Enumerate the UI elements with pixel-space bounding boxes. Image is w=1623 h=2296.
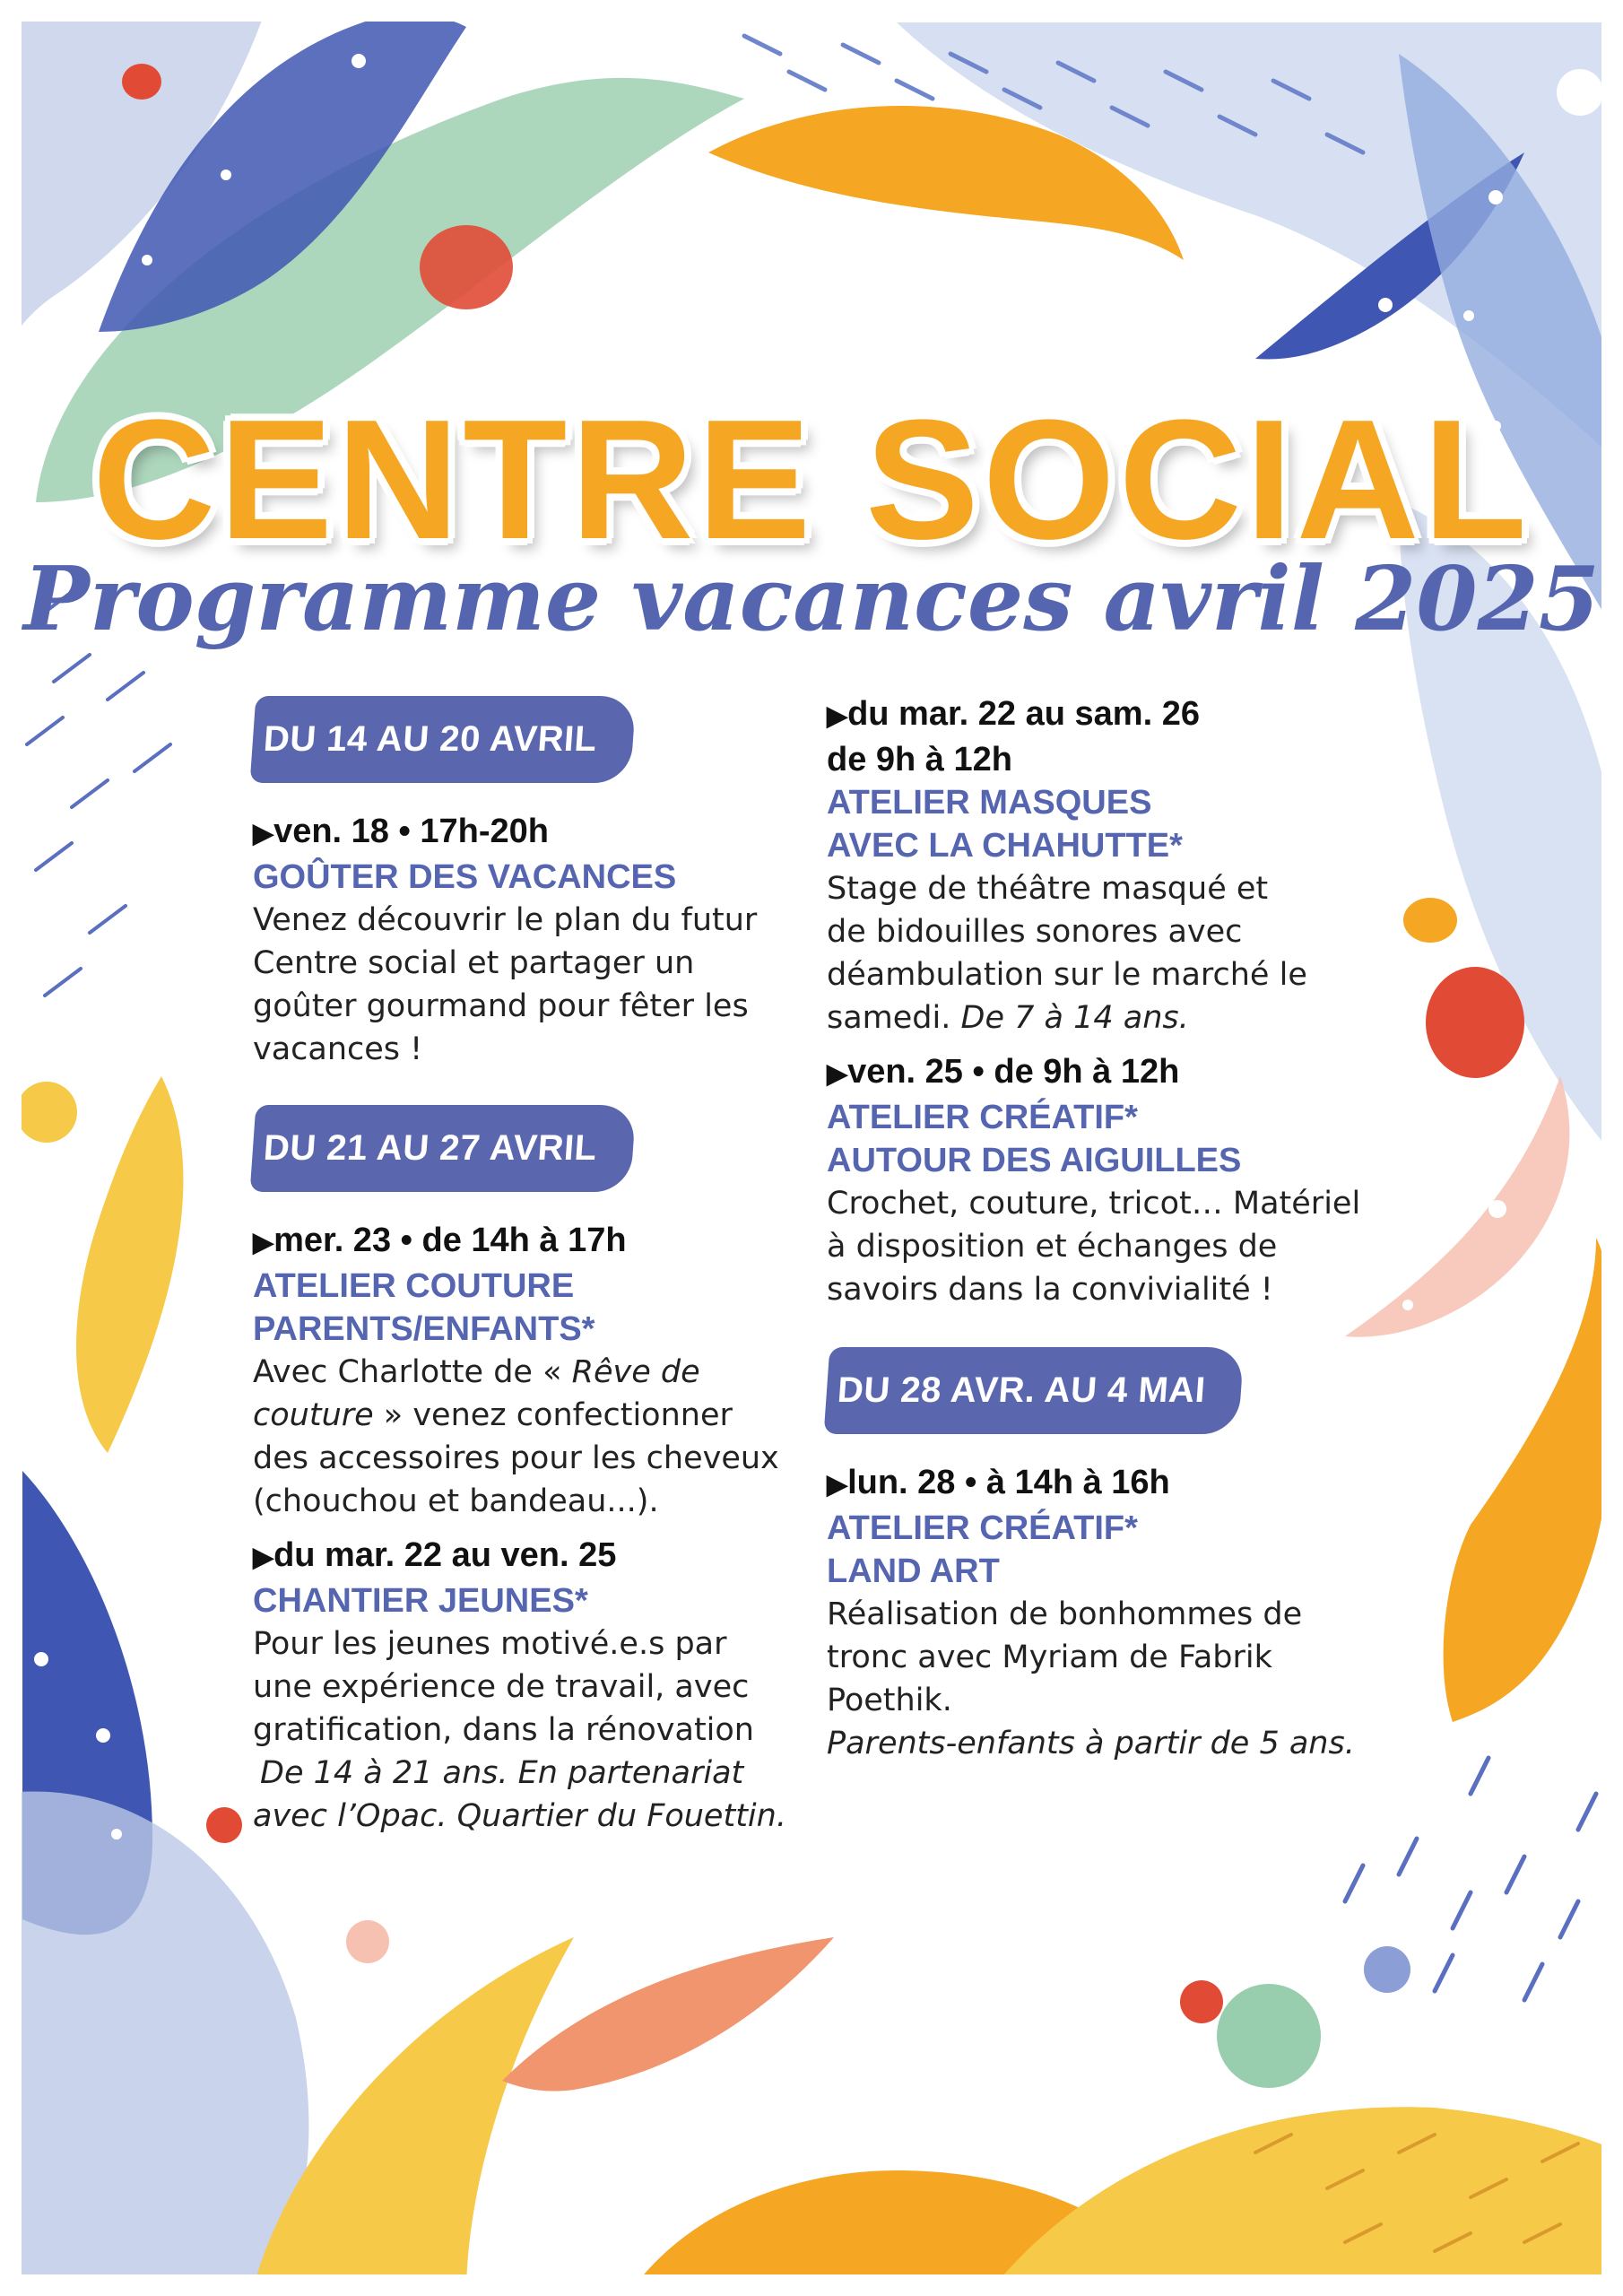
event-when: ▶ven. 18 • 17h-20h xyxy=(253,813,549,850)
week-badge-1: DU 14 AU 20 AVRIL xyxy=(250,696,636,783)
event-description: Stage de théâtre masqué et de bidouilles sonores avec déambulation sur le marché le samedi. De 7 à 14 ans. xyxy=(827,871,1307,1036)
event-gouter xyxy=(253,810,827,1071)
event-when: ▶du mar. 22 au ven. 25 xyxy=(253,1536,617,1574)
event-description: Réalisation de bonhommes de tronc avec Myriam de Fabrik Poethik. Parents-enfants à partir de 5 ans. xyxy=(827,1596,1355,1761)
event-title: ATELIER COUTURE PARENTS/ENFANTS* xyxy=(253,1267,595,1348)
event-when: ▶ven. 25 • de 9h à 12h xyxy=(827,1053,1180,1091)
poster-subtitle: Programme vacances avril 2025 xyxy=(23,548,1600,651)
event-when: ▶lun. 28 • à 14h à 16h xyxy=(827,1464,1170,1501)
event-title: ATELIER CRÉATIF* LAND ART xyxy=(827,1509,1138,1590)
event-title: CHANTIER JEUNES* xyxy=(253,1582,588,1620)
event-atelier-couture xyxy=(253,1219,827,1523)
event-when: ▶mer. 23 • de 14h à 17h xyxy=(253,1222,627,1259)
event-chantier-jeunes xyxy=(253,1534,827,1838)
event-description: Crochet, couture, tricot… Matériel à disposition et échanges de savoirs dans la convivialité ! xyxy=(827,1186,1361,1308)
event-description: Pour les jeunes motivé.e.s par une expérience de travail, avec gratification, dans la rénovation De 14 à 21 ans. En partenariat avec l’Opac. Quartier du Fouettin. xyxy=(253,1626,786,1834)
week-badge-2: DU 21 AU 27 AVRIL xyxy=(250,1105,636,1192)
event-when: ▶du mar. 22 au sam. 26 de 9h à 12h xyxy=(827,695,1200,778)
event-title: GOÛTER DES VACANCES xyxy=(253,858,677,896)
left-column xyxy=(253,696,827,1838)
event-title: ATELIER MASQUES AVEC LA CHAHUTTE* xyxy=(827,784,1183,865)
event-atelier-aiguilles xyxy=(827,1050,1419,1311)
right-column xyxy=(827,692,1419,1765)
event-atelier-masques xyxy=(827,692,1419,1039)
event-land-art xyxy=(827,1461,1419,1765)
poster-title: CENTRE SOCIAL xyxy=(92,385,1531,575)
event-title: ATELIER CRÉATIF* AUTOUR DES AIGUILLES xyxy=(827,1099,1242,1179)
event-description: Avec Charlotte de « Rêve de couture » venez confectionner des accessoires pour les cheveux (chouchou et bandeau...). xyxy=(253,1354,779,1519)
event-description: Venez découvrir le plan du futur Centre social et partager un goûter gourmand pour fêter les vacances ! xyxy=(253,902,758,1067)
week-badge-3: DU 28 AVR. AU 4 MAI xyxy=(824,1347,1245,1434)
